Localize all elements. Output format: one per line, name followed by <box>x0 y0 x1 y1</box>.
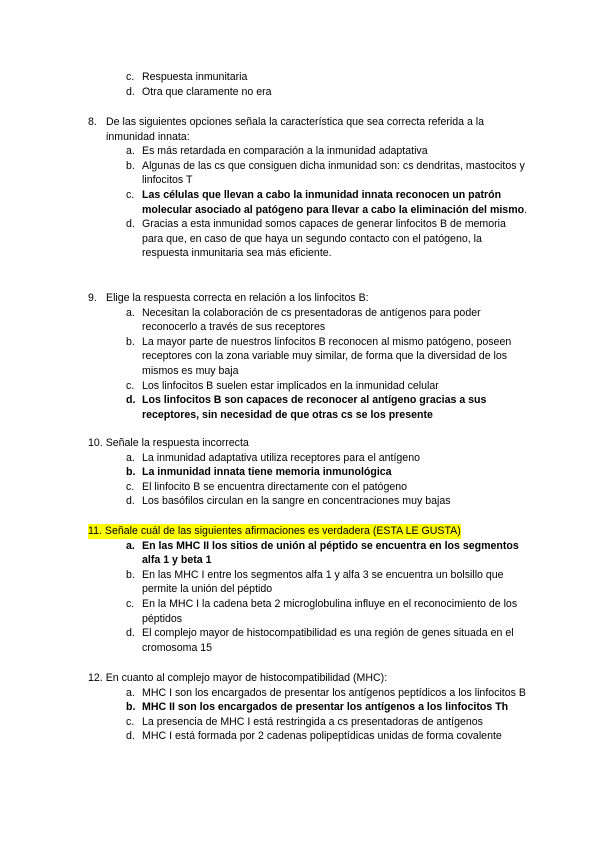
option-b: b. La mayor parte de nuestros linfocitos B reconocen al mismo patógeno, poseen receptores con la zona variable muy similar, de forma que la diversidad de los mismos es muy baja <box>126 335 512 377</box>
question-12 <box>88 671 528 744</box>
option-d: d. Los basófilos circulan en la sangre en concentraciones muy bajas <box>126 495 451 508</box>
question-number: 8. <box>88 116 97 128</box>
option-d: d. Otra que claramente no era <box>126 85 272 98</box>
option-d: d. MHC I está formada por 2 cadenas polipeptídicas unidas de forma covalente <box>126 730 502 743</box>
question-text: Elige la respuesta correcta en relación a los linfocitos B: <box>106 292 369 304</box>
highlighted-question-text: 11. Señale cuál de las siguientes afirmaciones es verdadera (ESTA LE GUSTA) <box>88 525 461 537</box>
option-c: c. El linfocito B se encuentra directamente con el patógeno <box>126 480 408 493</box>
option-c-correct: c. Las células que llevan a cabo la inmunidad innata reconocen un patrón molecular asociado al patógeno para llevar a cabo la eliminación del mismo. <box>126 188 528 216</box>
question-number: 12. <box>88 672 103 684</box>
option-a: a. Es más retardada en comparación a la inmunidad adaptativa <box>126 145 428 158</box>
option-d: d. Gracias a esta inmunidad somos capaces de generar linfocitos B de memoria para que, en caso de que haya un segundo contacto con el patógeno, la respuesta inmunitaria sea más eficiente. <box>126 218 506 260</box>
option-b-correct: b. MHC II son los encargados de presentar los antígenos a los linfocitos Th <box>126 701 509 714</box>
question-number: 9. <box>88 292 97 304</box>
option-c: c. Respuesta inmunitaria <box>126 71 248 83</box>
question-number: 10. <box>88 437 103 449</box>
option-c: c. La presencia de MHC I está restringida a cs presentadoras de antígenos <box>126 715 483 728</box>
question-9 <box>88 291 528 422</box>
question-text: Señale la respuesta incorrecta <box>105 437 249 449</box>
question-text: De las siguientes opciones señala la característica que sea correcta referida a la inmunidad innata: <box>106 116 485 143</box>
option-c: c. Los linfocitos B suelen estar implicados en la inmunidad celular <box>126 379 439 392</box>
option-a: a. Necesitan la colaboración de cs presentadoras de antígenos para poder reconocerlo a través de sus receptores <box>126 306 481 334</box>
question-11 <box>88 524 528 655</box>
question-text: En cuanto al complejo mayor de histocompatibilidad (MHC): <box>105 672 388 684</box>
option-b-correct: b. La inmunidad innata tiene memoria inmunológica <box>126 466 392 479</box>
option-a: a. La inmunidad adaptativa utiliza receptores para el antígeno <box>126 451 420 464</box>
question-8 <box>88 115 528 261</box>
question-10 <box>88 436 528 509</box>
prev-question-options <box>88 70 528 99</box>
option-a: a. MHC I son los encargados de presentar los antígenos peptídicos a los linfocitos B <box>126 686 526 699</box>
option-c: c. En la MHC I la cadena beta 2 microglobulina influye en el reconocimiento de los péptidos <box>126 597 518 625</box>
option-b: b. En las MHC I entre los segmentos alfa 1 y alfa 3 se encuentra un bolsillo que permite la unión del péptido <box>126 568 504 596</box>
option-b: b. Algunas de las cs que consiguen dicha inmunidad son: cs dendritas, mastocitos y linfocitos T <box>126 159 525 187</box>
option-a-correct: a. En las MHC II los sitios de unión al péptido se encuentra en los segmentos alfa 1 y beta 1 <box>126 539 519 567</box>
option-d-correct: d. Los linfocitos B son capaces de reconocer al antígeno gracias a sus receptores, sin necesidad de que otras cs se los presente <box>126 394 487 421</box>
option-d: d. El complejo mayor de histocompatibilidad es una región de genes situada en el cromosoma 15 <box>126 627 514 654</box>
